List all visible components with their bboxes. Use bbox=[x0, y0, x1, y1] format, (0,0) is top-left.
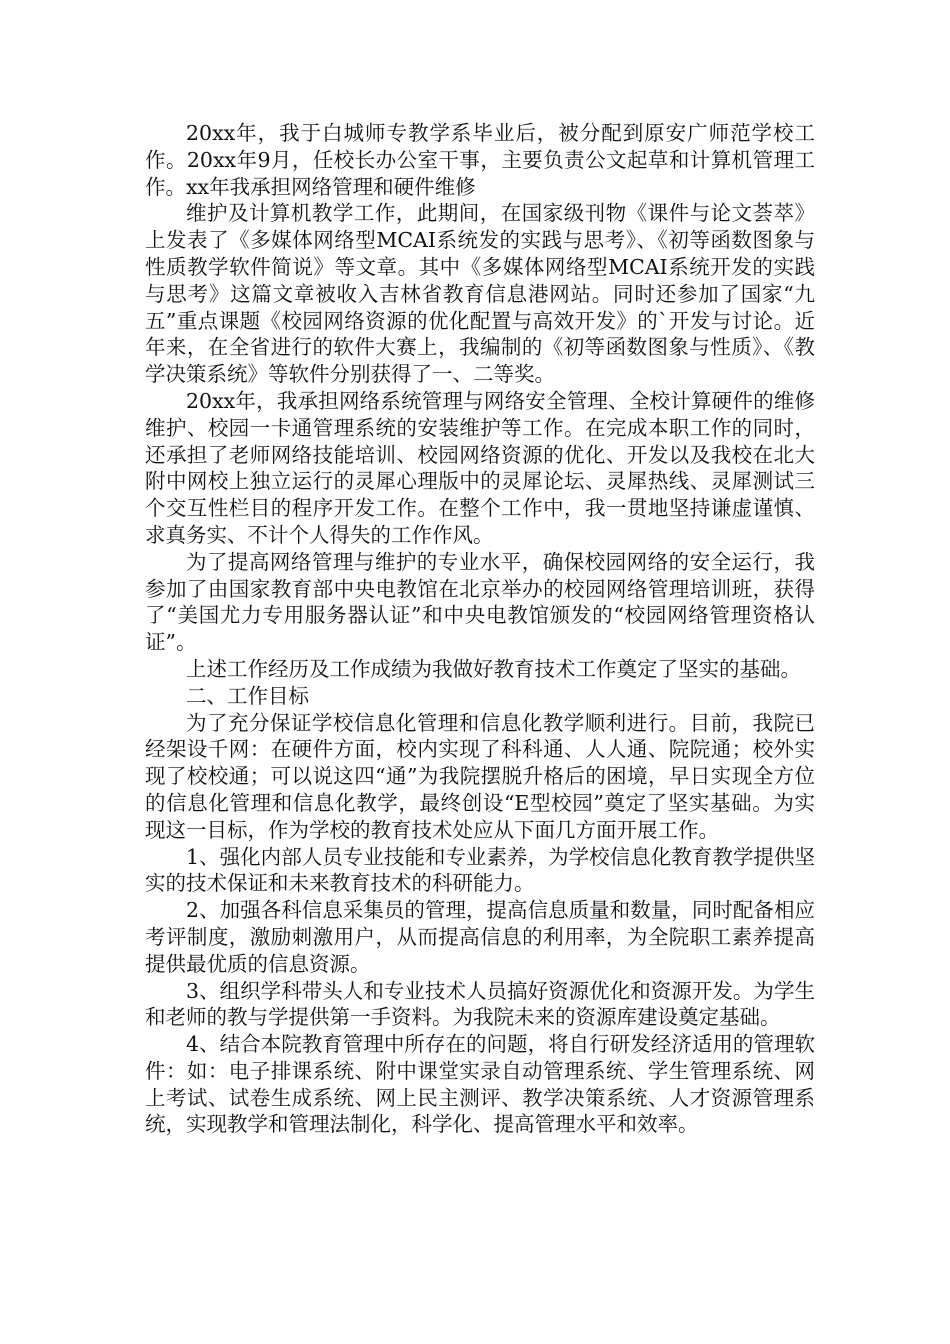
section-heading-goals: 二、工作目标 bbox=[186, 683, 309, 708]
paragraph-network-management: 20xx年，我承担网络系统管理与网络安全管理、全校计算硬件的维修维护、校园一卡通管理系统的安装维护等工作。在完成本职工作的同时，还承担了老师网络技能培训、校园网络资源的优化、开发以及我校在北大附中网校上独立运行的灵犀心理版中的灵犀论坛、灵犀热线、灵犀测试三个交互性栏目的程序开发工作。在整个工作中，我一贯地坚持谦虚谨慎、求真务实、不计个人得失的工作作风。 bbox=[145, 388, 815, 547]
paragraph-goal-3: 3、组织学科带头人和专业技术人员搞好资源优化和资源开发。为学生和老师的教与学提供第一手资料。为我院未来的资源库建设奠定基础。 bbox=[145, 978, 815, 1030]
paragraph-goals-intro: 为了充分保证学校信息化管理和信息化教学顺利进行。目前，我院已经架设千网：在硬件方面，校内实现了科科通、人人通、院院通；校外实现了校校通；可以说这四“通”为我院摆脱升格后的困境，早日实现全方位的信息化管理和信息化教学，最终创设“E型校园”奠定了坚实基础。为实现这一目标，作为学校的教育技术处应从下面几方面开展工作。 bbox=[145, 710, 815, 842]
paragraph-career-start: 20xx年，我于白城师专教学系毕业后，被分配到原安广师范学校工作。20xx年9月，任校长办公室干事，主要负责公文起草和计算机管理工作。xx年我承担网络管理和硬件维修 bbox=[145, 121, 815, 199]
paragraph-goal-4: 4、结合本院教育管理中所存在的问题，将自行研发经济适用的管理软件：如：电子排课系统、附中课堂实录自动管理系统、学生管理系统、网上考试、试卷生成系统、网上民主测评、教学决策系统、人才资源管理系统，实现教学和管理法制化，科学化、提高管理水平和效率。 bbox=[145, 1032, 815, 1137]
document-body bbox=[145, 120, 815, 1138]
paragraph-publications: 维护及计算机教学工作，此期间，在国家级刊物《课件与论文荟萃》上发表了《多媒体网络型MCAI系统发的实践与思考》、《初等函数图象与性质教学软件简说》等文章。其中《多媒体网络型MCAI系统开发的实践与思考》这篇文章被收入吉林省教育信息港网站。同时还参加了国家“九五”重点课题《校园网络资源的优化配置与高效开发》的`开发与讨论。近年来，在全省进行的软件大赛上，我编制的《初等函数图象与性质》、《教学决策系统》等软件分别获得了一、二等奖。 bbox=[145, 201, 815, 387]
paragraph-goal-2: 2、加强各科信息采集员的管理，提高信息质量和数量，同时配备相应考评制度，激励刺激用户，从而提高信息的利用率，为全院职工素养提高提供最优质的信息资源。 bbox=[145, 898, 815, 976]
paragraph-training: 为了提高网络管理与维护的专业水平，确保校园网络的安全运行，我参加了由国家教育部中央电教馆在北京举办的校园网络管理培训班，获得了“美国尤力专用服务器认证”和中央电教馆颁发的“校园网络管理资格认证”。 bbox=[145, 549, 815, 655]
paragraph-goal-1: 1、强化内部人员专业技能和专业素养，为学校信息化教育教学提供坚实的技术保证和未来教育技术的科研能力。 bbox=[145, 844, 815, 896]
paragraph-foundation: 上述工作经历及工作成绩为我做好教育技术工作奠定了坚实的基础。 bbox=[186, 656, 801, 681]
